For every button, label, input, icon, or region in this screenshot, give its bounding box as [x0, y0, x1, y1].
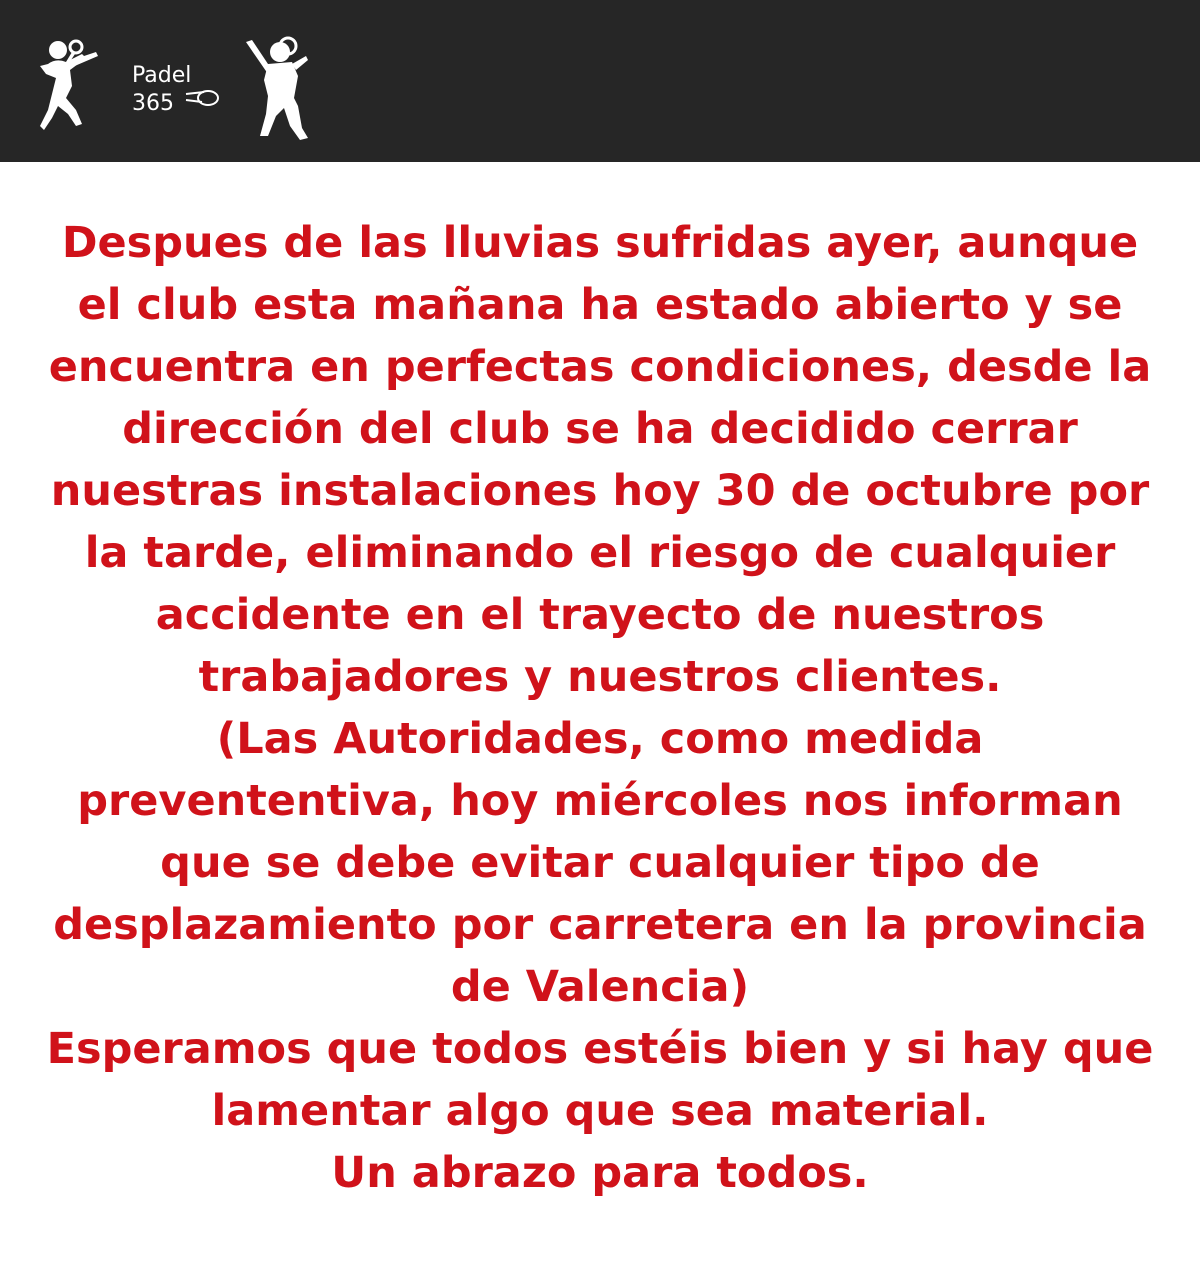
- notice-line: Un abrazo para todos.: [331, 1148, 869, 1198]
- notice-line: encuentra en perfectas condiciones, desde la: [48, 342, 1152, 392]
- notice-line: dirección del club se ha decidido cerrar: [122, 404, 1078, 454]
- club-closure-notice: [20, 212, 1180, 1204]
- notice-line: desplazamiento por carretera en la provincia: [53, 900, 1147, 950]
- notice-line: lamentar algo que sea material.: [211, 1086, 989, 1136]
- notice-line: que se debe evitar cualquier tipo de: [160, 838, 1040, 888]
- site-header: [0, 0, 1200, 162]
- notice-line: el club esta mañana ha estado abierto y se: [77, 280, 1123, 330]
- notice-line: Despues de las lluvias sufridas ayer, aunque: [61, 218, 1139, 268]
- notice-line: (Las Autoridades, como medida: [216, 714, 984, 764]
- notice-line: accidente en el trayecto de nuestros: [155, 590, 1045, 640]
- notice-line: nuestras instalaciones hoy 30 de octubre por: [50, 466, 1150, 516]
- svg-text:365: 365: [132, 91, 174, 116]
- notice-line: trabajadores y nuestros clientes.: [198, 652, 1002, 702]
- padel365-logo[interactable]: [36, 36, 326, 146]
- notice-line: prevententiva, hoy miércoles nos informan: [77, 776, 1123, 826]
- notice-line: de Valencia): [450, 962, 750, 1012]
- notice-line: la tarde, eliminando el riesgo de cualquier: [84, 528, 1116, 578]
- padel-players-logo-icon: [36, 36, 326, 146]
- notice-line: Esperamos que todos estéis bien y si hay que: [46, 1024, 1154, 1074]
- svg-text:Padel: Padel: [132, 63, 192, 88]
